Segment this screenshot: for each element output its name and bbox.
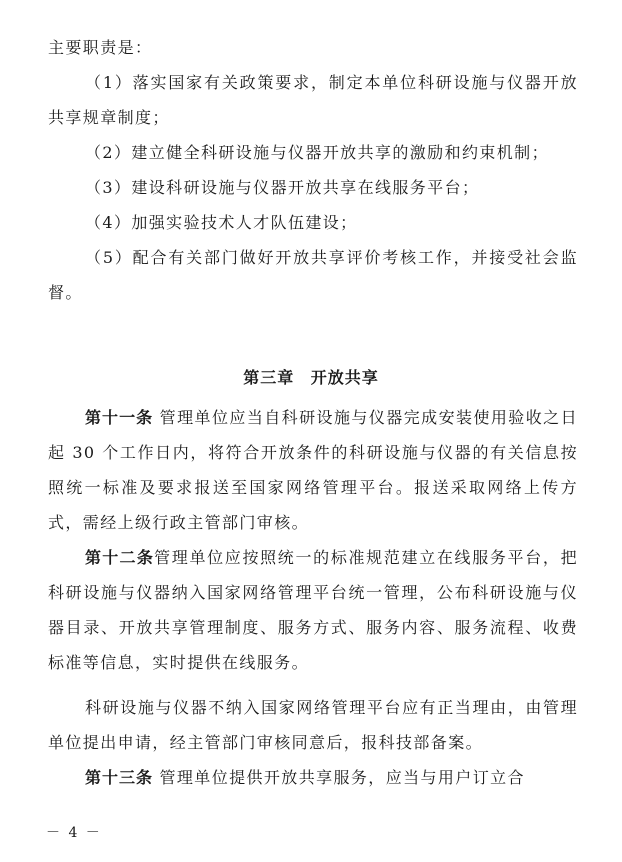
article-12-label: 第十二条 [85, 548, 155, 567]
article-11 [48, 400, 578, 540]
duty-item-5: （5）配合有关部门做好开放共享评价考核工作，并接受社会监督。 [48, 248, 578, 302]
article-12 [48, 540, 578, 680]
duty-item-3: （3）建设科研设施与仪器开放共享在线服务平台； [85, 178, 480, 197]
intro-line: 主要职责是： [48, 38, 153, 57]
chapter-title: 第三章 开放共享 [243, 368, 379, 387]
article-13-text: 管理单位提供开放共享服务，应当与用户订立合 [153, 768, 525, 787]
article-12-text: 管理单位应按照统一的标准规范建立在线服务平台，把科研设施与仪器纳入国家网络管理平台统一管理，公布科研设施与仪器目录、开放共享管理制度、服务方式、服务内容、服务流程、收费标准等信息，实时提供在线服务。 [48, 548, 578, 672]
article-12-paragraph-2: 科研设施与仪器不纳入国家网络管理平台应有正当理由，由管理单位提出申请，经主管部门审核同意后，报科技部备案。 [48, 698, 578, 752]
article-11-label: 第十一条 [85, 408, 154, 427]
article-11-text: 管理单位应当自科研设施与仪器完成安装使用验收之日起 30 个工作日内，将符合开放条件的科研设施与仪器的有关信息按照统一标准及要求报送至国家网络管理平台。报送采取网络上传方式，需经上级行政主管部门审核。 [48, 408, 578, 532]
duty-item-2: （2）建立健全科研设施与仪器开放共享的激励和约束机制； [85, 143, 549, 162]
page-number: － 4 － [46, 825, 102, 841]
article-13 [48, 760, 578, 795]
duty-item-1: （1）落实国家有关政策要求，制定本单位科研设施与仪器开放共享规章制度； [48, 73, 578, 127]
article-13-label: 第十三条 [85, 768, 154, 787]
duty-item-4: （4）加强实验技术人才队伍建设； [85, 213, 358, 232]
